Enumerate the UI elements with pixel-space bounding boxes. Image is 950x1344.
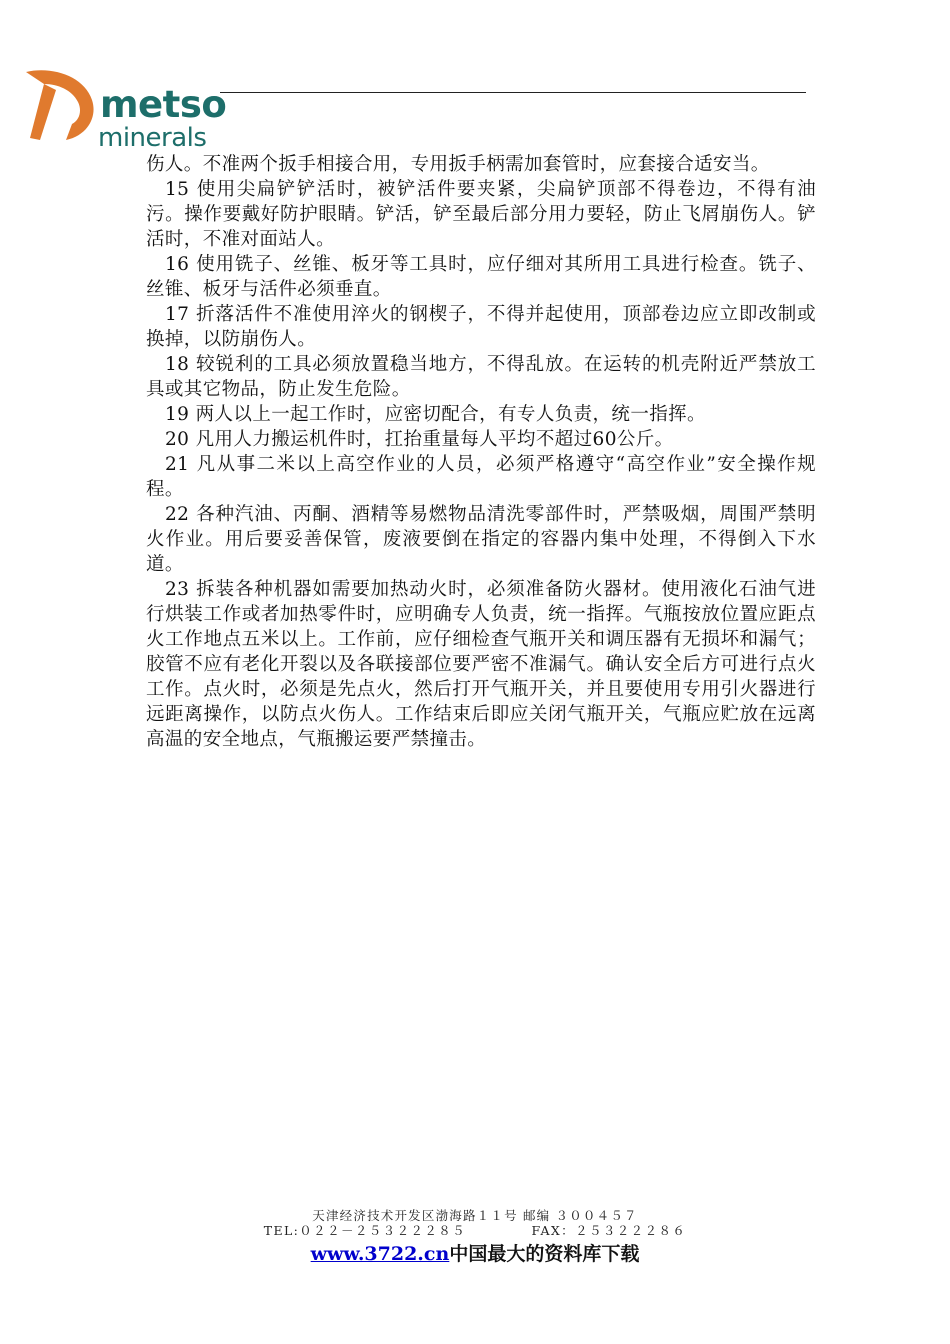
footer-tel: TEL:０２２－２５３２２２８５ — [263, 1223, 467, 1238]
paragraph: 15 使用尖扁铲铲活时，被铲活件要夹紧，尖扁铲顶部不得卷边，不得有油污。操作要戴好防护眼睛。铲活，铲至最后部分用力要轻，防止飞屑崩伤人。铲活时，不准对面站人。 — [146, 179, 816, 250]
footer-fax: FAX：２５３２２２８６ — [531, 1223, 687, 1238]
ad-text: 中国最大的资料库下载 — [449, 1243, 640, 1265]
paragraph: 16 使用铣子、丝锥、板牙等工具时，应仔细对其所用工具进行检查。铣子、丝锥、板牙与活件必须垂直。 — [146, 254, 816, 300]
header-divider — [220, 92, 806, 93]
paragraph: 18 较锐利的工具必须放置稳当地方，不得乱放。在运转的机壳附近严禁放工具或其它物品，防止发生危险。 — [146, 354, 816, 400]
page-footer — [0, 1208, 950, 1266]
ad-link[interactable]: www.3722.cn — [310, 1243, 450, 1265]
paragraph: 伤人。不准两个扳手相接合用，专用扳手柄需加套管时，应套接合适安当。 — [146, 154, 770, 175]
footer-contact — [0, 1223, 950, 1238]
metso-minerals-logo — [22, 66, 232, 154]
paragraph: 19 两人以上一起工作时，应密切配合，有专人负责，统一指挥。 — [165, 404, 706, 425]
paragraph: 20 凡用人力搬运机件时，扛抬重量每人平均不超过60公斤。 — [165, 429, 674, 450]
metso-logo-mark-icon — [22, 66, 102, 146]
logo-subtitle: minerals — [98, 123, 207, 153]
paragraph: 17 折落活件不准使用淬火的钢楔子，不得并起使用，顶部卷边应立即改制或换掉，以防崩伤人。 — [146, 304, 816, 350]
logo-wordmark: metso — [100, 83, 227, 126]
paragraph: 23 拆装各种机器如需要加热动火时，必须准备防火器材。使用液化石油气进行烘装工作或者加热零件时，应明确专人负责，统一指挥。气瓶按放位置应距点火工作地点五米以上。工作前，应仔细检查气瓶开关和调压器有无损坏和漏气；胶管不应有老化开裂以及各联接部位要严密不准漏气。确认安全后方可进行点火工作。点火时，必须是先点火，然后打开气瓶开关，并且要使用专用引火器进行远距离操作，以防点火伤人。工作结束后即应关闭气瓶开关，气瓶应贮放在远离高温的安全地点，气瓶搬运要严禁撞击。 — [146, 579, 816, 750]
footer-ad — [0, 1242, 950, 1266]
paragraph: 22 各种汽油、丙酮、酒精等易燃物品清洗零部件时，严禁吸烟，周围严禁明火作业。用后要妥善保管，废液要倒在指定的容器内集中处理，不得倒入下水道。 — [146, 504, 816, 575]
document-body — [146, 152, 816, 752]
footer-address: 天津经济技术开发区渤海路１１号 邮编 ３００４５７ — [312, 1208, 638, 1223]
paragraph: 21 凡从事二米以上高空作业的人员，必须严格遵守“高空作业”安全操作规程。 — [146, 454, 816, 500]
